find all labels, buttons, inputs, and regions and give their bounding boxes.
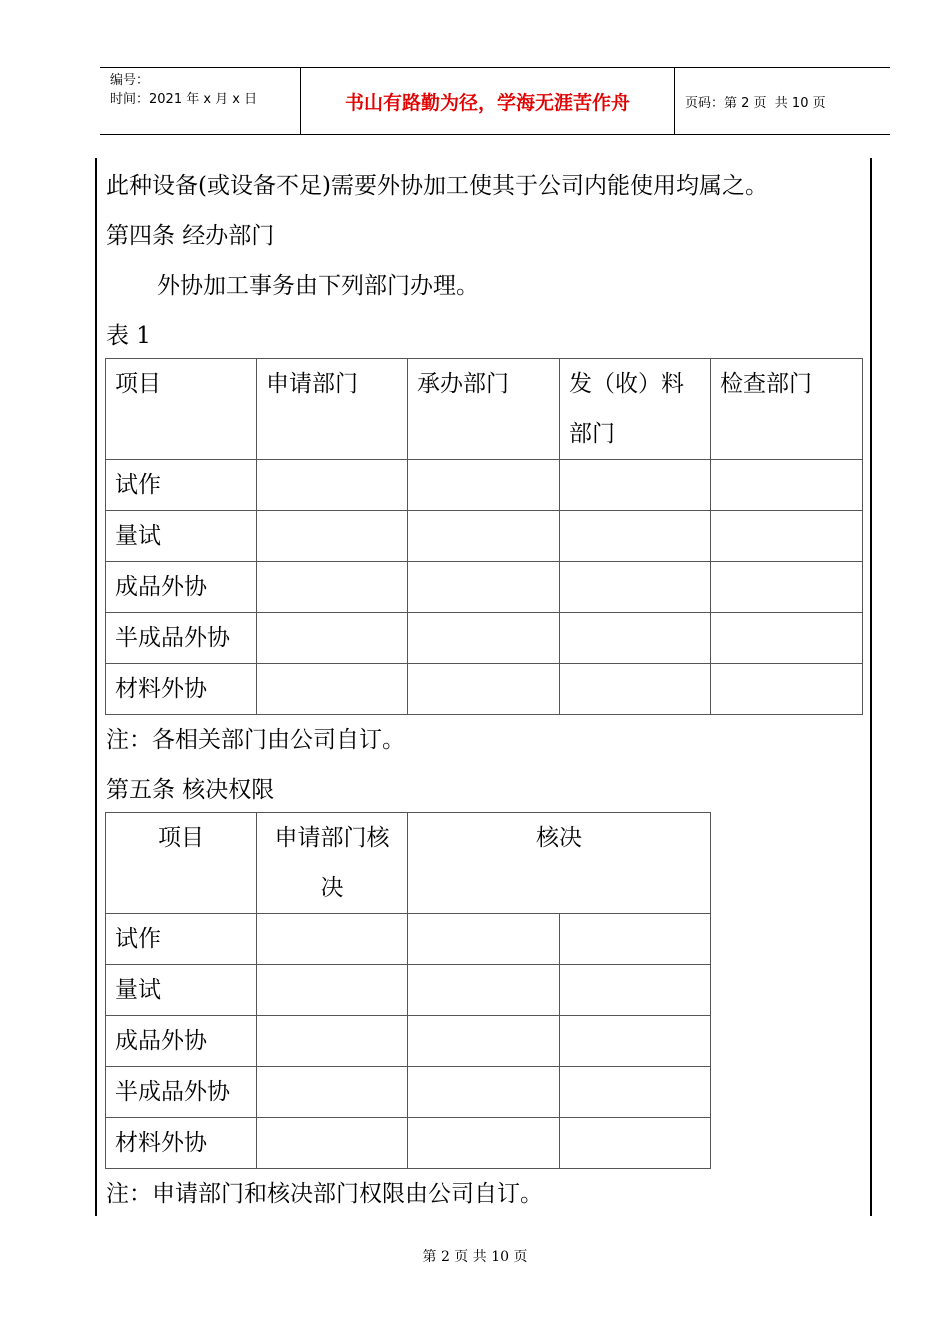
table-header-cell: 申请部门核决 <box>257 813 408 914</box>
table-cell <box>408 965 560 1016</box>
table-cell <box>257 664 408 715</box>
body-line-1: 此种设备(或设备不足)需要外协加工使其于公司内能使用均属之。 <box>106 173 768 199</box>
page-header <box>100 67 890 135</box>
note-1: 注：各相关部门由公司自订。 <box>106 727 405 753</box>
table1-caption: 表 1 <box>106 323 151 349</box>
table-cell <box>257 914 408 965</box>
document-time-label: 时间：2021 年 x 月 x 日 <box>110 92 258 107</box>
table-cell <box>711 613 863 664</box>
table-row-label: 试作 <box>106 914 257 965</box>
table-row-label: 材料外协 <box>106 664 257 715</box>
table-row-label: 量试 <box>106 965 257 1016</box>
table-header-cell: 核决 <box>408 813 711 914</box>
table-cell <box>560 664 711 715</box>
document-number-label: 编号： <box>110 73 150 88</box>
table-row-label: 半成品外协 <box>106 1067 257 1118</box>
table-row-label: 材料外协 <box>106 1118 257 1169</box>
table-cell <box>257 562 408 613</box>
table-cell <box>560 965 711 1016</box>
table-cell <box>711 511 863 562</box>
table-header-cell: 承办部门 <box>408 359 560 460</box>
table-row <box>106 1067 711 1118</box>
table-cell <box>257 511 408 562</box>
table-row <box>106 613 863 664</box>
header-page-info-text: 页码：第 2 页 共 10 页 <box>685 95 826 111</box>
frame-left-line <box>95 158 97 1216</box>
table-cell <box>257 613 408 664</box>
table-cell <box>560 1118 711 1169</box>
table-cell <box>257 1118 408 1169</box>
table-cell <box>257 1016 408 1067</box>
table-cell <box>408 1016 560 1067</box>
note-2: 注：申请部门和核决部门权限由公司自订。 <box>106 1181 543 1207</box>
table-cell <box>560 562 711 613</box>
table-header-cell: 发（收）料部门 <box>560 359 711 460</box>
article5-title: 第五条 核决权限 <box>106 777 275 803</box>
header-page-info <box>675 68 890 134</box>
table-cell <box>408 562 560 613</box>
table-header-cell: 项目 <box>106 359 257 460</box>
article4-text: 外协加工事务由下列部门办理。 <box>157 273 479 299</box>
table-cell <box>560 511 711 562</box>
table-row <box>106 965 711 1016</box>
table-cell <box>711 562 863 613</box>
table-row-label: 半成品外协 <box>106 613 257 664</box>
page-footer: 第 2 页 共 10 页 <box>422 1249 528 1265</box>
table-cell <box>408 1118 560 1169</box>
table-row-label: 试作 <box>106 460 257 511</box>
table-cell <box>560 460 711 511</box>
table-cell <box>257 965 408 1016</box>
table-row <box>106 1118 711 1169</box>
table-cell <box>408 460 560 511</box>
table-cell <box>711 664 863 715</box>
table-departments <box>105 358 863 715</box>
table-header-row <box>106 359 863 460</box>
header-motto: 书山有路勤为径，学海无涯苦作舟 <box>301 68 675 134</box>
table-cell <box>560 914 711 965</box>
article4-title: 第四条 经办部门 <box>106 223 275 249</box>
table-cell <box>408 914 560 965</box>
table-header-cell: 检查部门 <box>711 359 863 460</box>
table-cell <box>560 613 711 664</box>
table-row-label: 成品外协 <box>106 562 257 613</box>
table-row <box>106 914 711 965</box>
table-cell <box>408 664 560 715</box>
table-row <box>106 664 863 715</box>
table-cell <box>711 460 863 511</box>
table-row-label: 成品外协 <box>106 1016 257 1067</box>
table-row <box>106 511 863 562</box>
frame-right-line <box>870 158 872 1216</box>
table-cell <box>560 1016 711 1067</box>
table-row <box>106 460 863 511</box>
table-cell <box>257 1067 408 1118</box>
table-cell <box>408 1067 560 1118</box>
table-header-cell: 项目 <box>106 813 257 914</box>
table-cell <box>257 460 408 511</box>
table-header-cell: 申请部门 <box>257 359 408 460</box>
table-cell <box>408 613 560 664</box>
table-cell <box>560 1067 711 1118</box>
table-row <box>106 562 863 613</box>
table-header-row <box>106 813 711 914</box>
table-row <box>106 1016 711 1067</box>
table-cell <box>408 511 560 562</box>
table-approval <box>105 812 711 1169</box>
table-row-label: 量试 <box>106 511 257 562</box>
header-meta <box>100 68 301 134</box>
